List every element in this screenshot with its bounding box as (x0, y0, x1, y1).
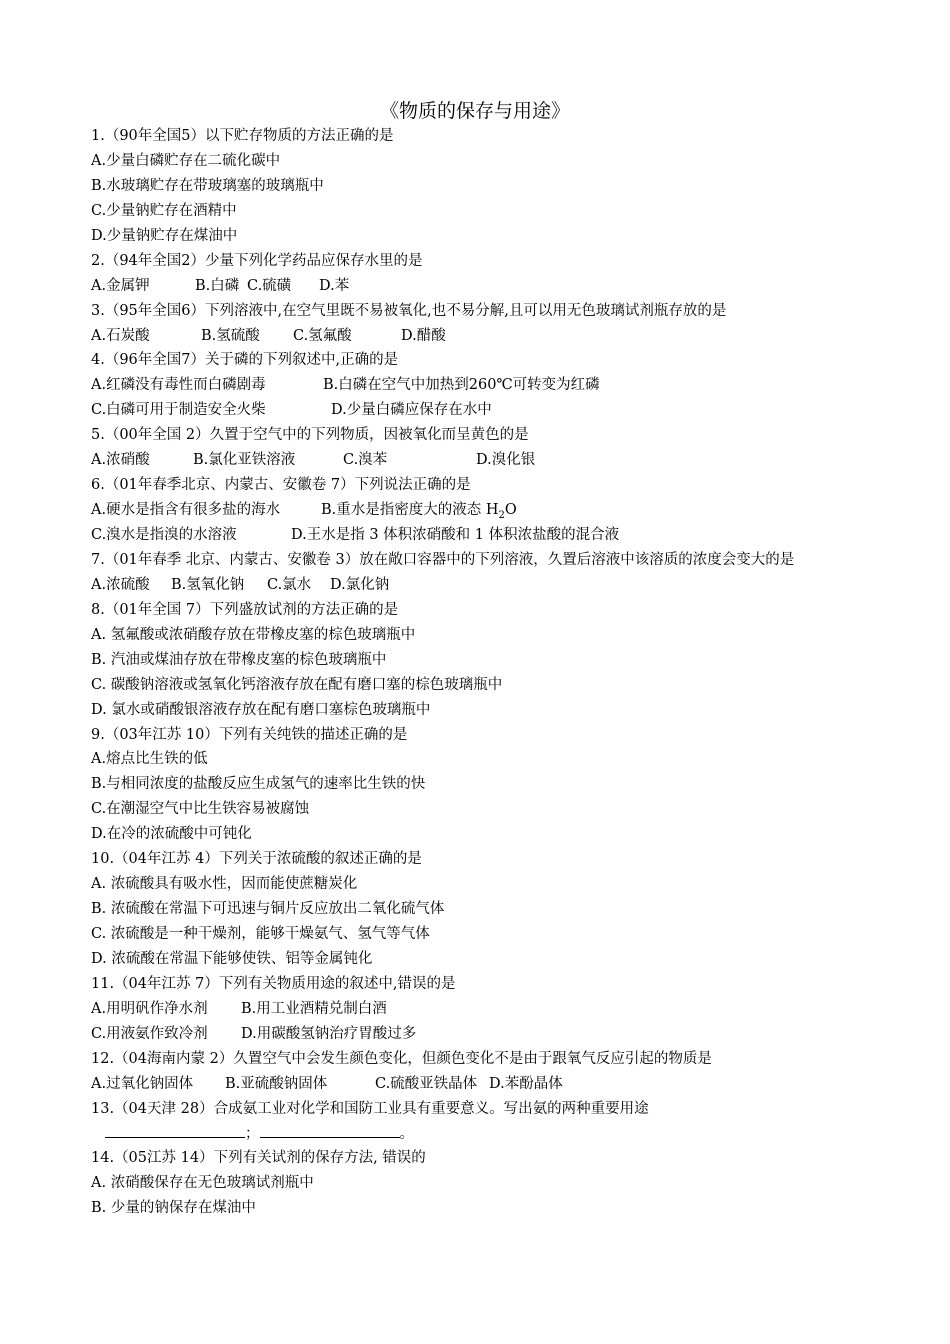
q4-options-ab (91, 373, 871, 398)
q14-option-b: B. 少量的钠保存在煤油中 (91, 1200, 256, 1217)
q5-option-d: D.溴化银 (476, 452, 536, 469)
q5-options (91, 448, 871, 473)
q9-option-d: D.在冷的浓硫酸中可钝化 (91, 826, 252, 843)
q13-end: 。 (399, 1125, 414, 1142)
q13-stem: 13.（04天津 28）合成氨工业对化学和国防工业具有重要意义。写出氨的两种重要用途 (91, 1100, 649, 1117)
q9-option-c: C.在潮湿空气中比生铁容易被腐蚀 (91, 801, 310, 818)
q6-option-d: D.王水是指 3 体积浓硝酸和 1 体积浓盐酸的混合液 (291, 527, 620, 543)
q1-option-d: D.少量钠贮存在煤油中 (91, 227, 238, 244)
q6-options-cd (91, 523, 871, 548)
q2-options (91, 274, 871, 299)
q12-option-c: C.硫酸亚铁晶体 (375, 1075, 478, 1092)
q5-option-a: A.浓硝酸 (91, 452, 150, 469)
q7-options (91, 573, 871, 598)
q5-stem: 5.（00年全国 2）久置于空气中的下列物质，因被氧化而呈黄色的是 (91, 427, 529, 444)
q10-option-a: A. 浓硫酸具有吸水性，因而能使蔗糖炭化 (91, 876, 358, 893)
q5-option-c: C.溴苯 (343, 452, 388, 469)
q7-stem: 7.（01年春季 北京、内蒙古、安徽卷 3）放在敞口容器中的下列溶液，久置后溶液中该溶质的浓度会变大的是 (91, 551, 795, 568)
q9-option-a: A.熔点比生铁的低 (91, 751, 208, 768)
q4-option-a: A.红磷没有毒性而白磷剧毒 (91, 377, 266, 394)
q13-blank-2[interactable] (260, 1123, 400, 1138)
q8-option-b: B. 汽油或煤油存放在带橡皮塞的棕色玻璃瓶中 (91, 651, 387, 668)
q1-option-b: B.水玻璃贮存在带玻璃塞的玻璃瓶中 (91, 177, 324, 194)
q4-stem: 4.（96年全国7）关于磷的下列叙述中,正确的是 (91, 352, 399, 369)
q12-stem: 12.（04海南内蒙 2）久置空气中会发生颜色变化，但颜色变化不是由于跟氧气反应引起的物质是 (91, 1050, 712, 1067)
q6-option-b (321, 498, 517, 523)
q2-stem: 2.（94年全国2）少量下列化学药品应保存水里的是 (91, 252, 423, 269)
q8-option-d: D. 氯水或硝酸银溶液存放在配有磨口塞棕色玻璃瓶中 (91, 701, 431, 718)
q11-options-ab (91, 997, 871, 1022)
q3-options (91, 324, 871, 349)
q3-option-a: A.石炭酸 (91, 327, 150, 344)
q13-answer-line (91, 1122, 871, 1147)
q2-option-d: D.苯 (319, 277, 350, 294)
q11-option-c: C.用液氨作致冷剂 (91, 1025, 208, 1042)
page-title: 《物质的保存与用途》 (379, 100, 570, 122)
q11-option-a: A.用明矾作净水剂 (91, 1000, 208, 1017)
q2-option-b: B.白磷 (195, 277, 240, 294)
q2-option-a: A.金属钾 (91, 277, 150, 294)
q7-option-c: C.氯水 (267, 576, 312, 593)
q1-option-c: C.少量钠贮存在酒精中 (91, 202, 237, 219)
q3-option-c: C.氢氟酸 (293, 327, 352, 344)
q13-separator: ； (245, 1125, 260, 1142)
q10-stem: 10.（04年江苏 4）下列关于浓硫酸的叙述正确的是 (91, 851, 422, 868)
q12-option-d: D.苯酚晶体 (489, 1075, 563, 1092)
q1-option-a: A.少量白磷贮存在二硫化碳中 (91, 152, 281, 169)
q14-stem: 14.（05江苏 14）下列有关试剂的保存方法, 错误的 (91, 1150, 426, 1167)
q12-option-b: B.亚硫酸钠固体 (225, 1075, 328, 1092)
q4-option-c: C.白磷可用于制造安全火柴 (91, 402, 266, 419)
q6-option-c: C.溴水是指溴的水溶液 (91, 527, 237, 543)
q7-option-d: D.氯化钠 (330, 576, 390, 593)
q13-blank-1[interactable] (105, 1123, 245, 1138)
q7-option-a: A.浓硫酸 (91, 576, 150, 593)
q9-stem: 9.（03年江苏 10）下列有关纯铁的描述正确的是 (91, 726, 408, 743)
q11-options-cd (91, 1022, 871, 1047)
q7-option-b: B.氢氧化钠 (171, 576, 245, 593)
q8-option-a: A. 氢氟酸或浓硝酸存放在带橡皮塞的棕色玻璃瓶中 (91, 626, 416, 643)
q4-option-b: B.白磷在空气中加热到260℃可转变为红磷 (323, 377, 600, 394)
q10-option-c: C. 浓硫酸是一种干燥剂，能够干燥氨气、氢气等气体 (91, 926, 430, 943)
q6-stem: 6.（01年春季北京、内蒙古、安徽卷 7）下列说法正确的是 (91, 477, 471, 494)
q1-stem: 1.（90年全国5）以下贮存物质的方法正确的是 (91, 128, 394, 144)
q6-option-b-text: B.重水是指密度大的液态 H (321, 502, 499, 519)
q11-option-d: D.用碳酸氢钠治疗胃酸过多 (241, 1025, 417, 1042)
q3-option-d: D.醋酸 (401, 327, 446, 344)
q12-options (91, 1072, 871, 1097)
q3-stem: 3.（95年全国6）下列溶液中,在空气里既不易被氧化,也不易分解,且可以用无色玻璃试剂瓶存放的是 (91, 302, 727, 319)
q8-stem: 8.（01年全国 7）下列盛放试剂的方法正确的是 (91, 601, 399, 618)
q11-stem: 11.（04年江苏 7）下列有关物质用途的叙述中,错误的是 (91, 975, 456, 992)
q6-option-b-end: O (504, 502, 517, 519)
q3-option-b: B.氢硫酸 (201, 327, 260, 344)
q9-option-b: B.与相同浓度的盐酸反应生成氢气的速率比生铁的快 (91, 776, 426, 793)
q11-option-b: B.用工业酒精兑制白酒 (241, 1000, 387, 1017)
q12-option-a: A.过氧化钠固体 (91, 1075, 194, 1092)
q14-option-a: A. 浓硝酸保存在无色玻璃试剂瓶中 (91, 1175, 314, 1192)
q10-option-d: D. 浓硫酸在常温下能够使铁、铝等金属钝化 (91, 950, 373, 967)
q6-option-b-subscript: 2 (498, 509, 505, 521)
q4-options-cd (91, 398, 871, 423)
q6-options-ab (91, 498, 871, 523)
q2-option-c: C.硫磺 (247, 277, 292, 294)
question-list (91, 124, 871, 1221)
q6-option-a: A.硬水是指含有很多盐的海水 (91, 502, 281, 519)
q5-option-b: B.氯化亚铁溶液 (193, 452, 296, 469)
q4-option-d: D.少量白磷应保存在水中 (331, 402, 492, 419)
q10-option-b: B. 浓硫酸在常温下可迅速与铜片反应放出二氧化硫气体 (91, 901, 445, 918)
q8-option-c: C. 碳酸钠溶液或氢氧化钙溶液存放在配有磨口塞的棕色玻璃瓶中 (91, 676, 503, 693)
